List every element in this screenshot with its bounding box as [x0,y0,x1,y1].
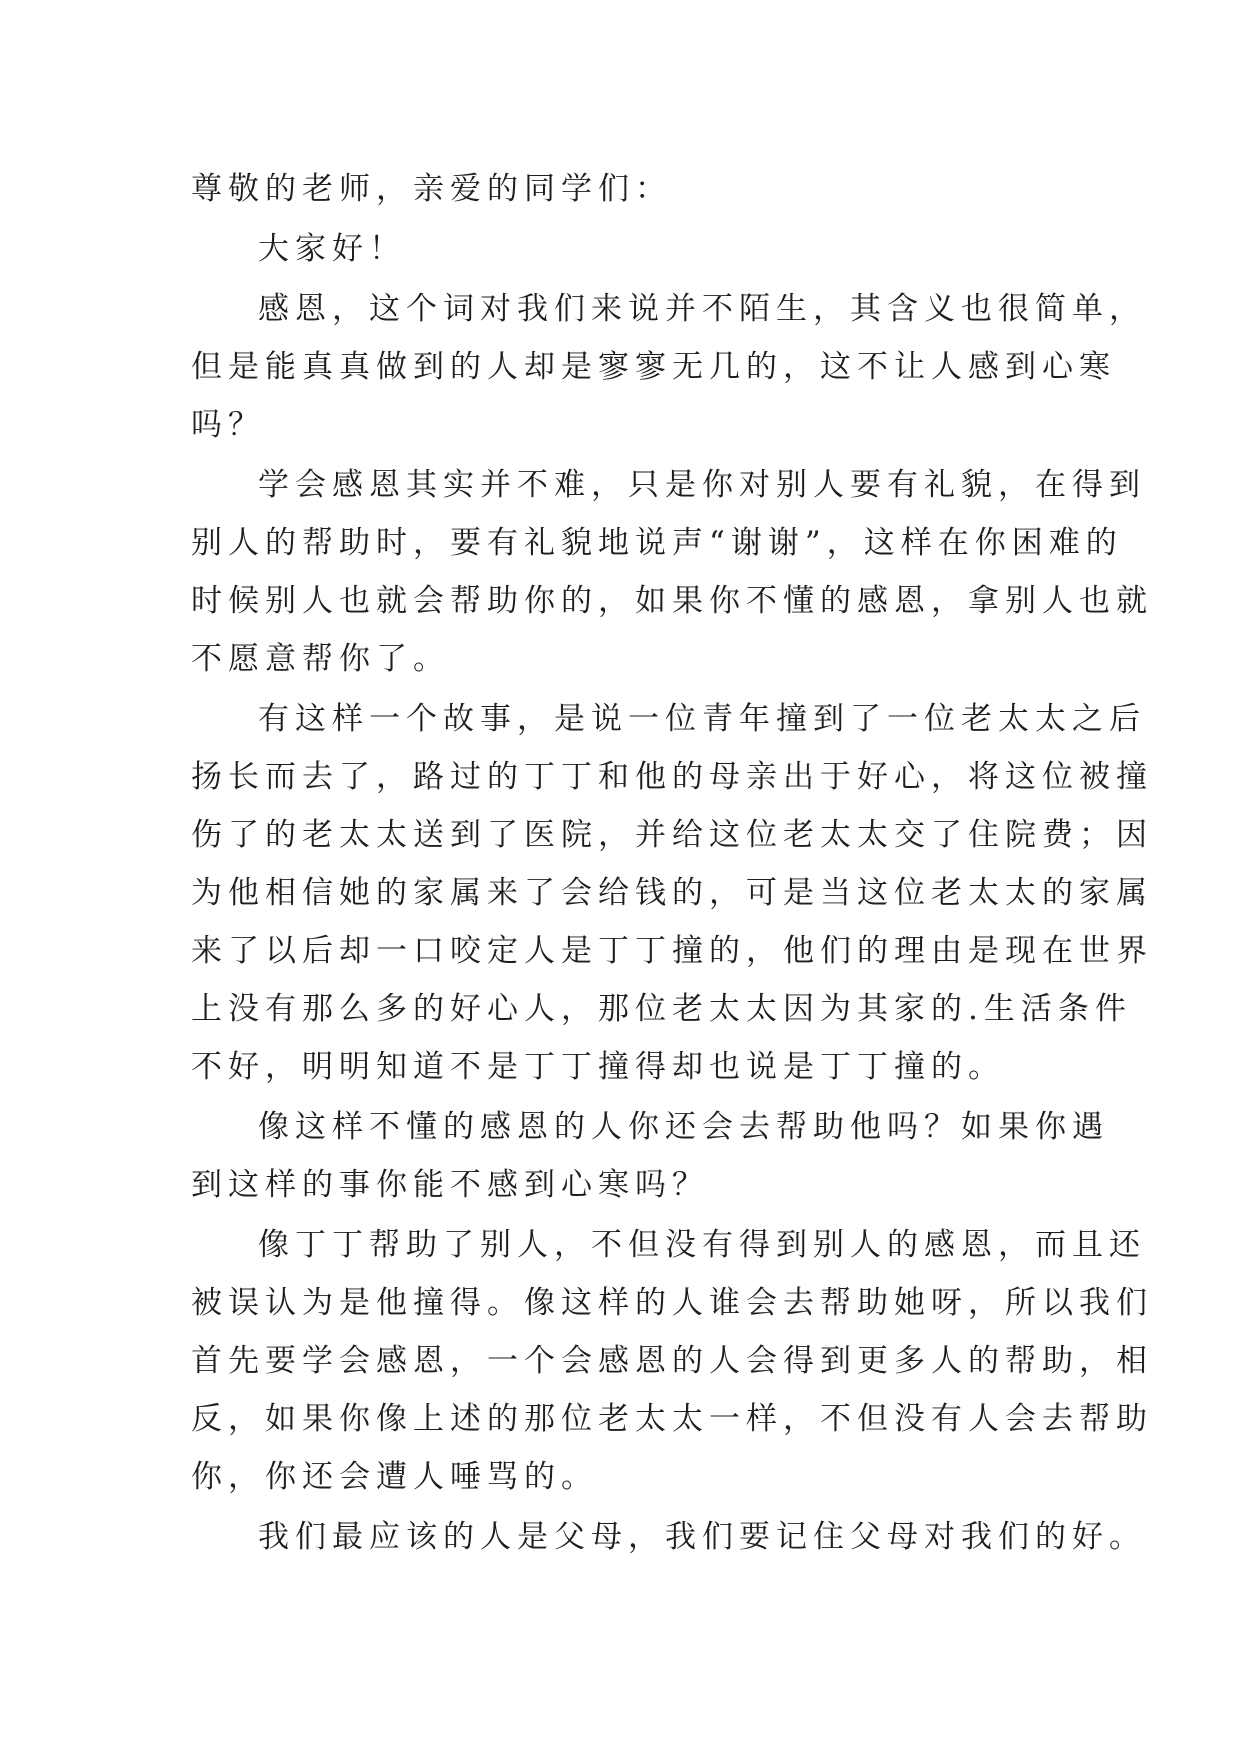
paragraph [191,1508,1146,1566]
text-line: 时候别人也就会帮助你的，如果你不懂的感恩，拿别人也就 [191,583,1153,619]
text-line: 有这样一个故事，是说一位青年撞到了一位老太太之后 [258,701,1146,737]
text-line: 别人的帮助时，要有礼貌地说声“谢谢”，这样在你困难的 [191,525,1123,561]
text-line: 扬长而去了，路过的丁丁和他的母亲出于好心，将这位被撞 [191,759,1153,795]
paragraph [191,456,1153,688]
text-line: 反，如果你像上述的那位老太太一样，不但没有人会去帮助 [191,1401,1153,1437]
text-line: 大家好！ [258,231,406,267]
text-line: 到这样的事你能不感到心寒吗？ [191,1167,709,1203]
text-line: 但是能真真做到的人却是寥寥无几的，这不让人感到心寒 [191,349,1116,385]
text-line: 首先要学会感恩，一个会感恩的人会得到更多人的帮助，相 [191,1343,1153,1379]
text-line: 感恩，这个词对我们来说并不陌生，其含义也很简单， [258,291,1146,327]
text-line: 像丁丁帮助了别人，不但没有得到别人的感恩，而且还 [258,1227,1146,1263]
text-line: 不愿意帮你了。 [191,641,450,677]
text-line: 被误认为是他撞得。像这样的人谁会去帮助她呀，所以我们 [191,1285,1153,1321]
text-line: 你，你还会遭人唾骂的。 [191,1459,598,1495]
text-line: 为他相信她的家属来了会给钱的，可是当这位老太太的家属 [191,875,1153,911]
salutation [191,160,1071,218]
paragraph [191,690,1153,1096]
text-line: 学会感恩其实并不难，只是你对别人要有礼貌，在得到 [258,467,1146,503]
text-line: 吗？ [191,407,265,443]
document-body [191,160,1153,1566]
greeting [191,220,1071,278]
text-line: 不好，明明知道不是丁丁撞得却也说是丁丁撞的。 [191,1049,1005,1085]
text-line: 尊敬的老师，亲爱的同学们： [191,171,672,207]
paragraph [191,1098,1109,1214]
paragraph [191,280,1146,454]
text-line: 我们最应该的人是父母，我们要记住父母对我们的好。 [258,1519,1146,1555]
paragraph [191,1216,1153,1506]
text-line: 伤了的老太太送到了医院，并给这位老太太交了住院费；因 [191,817,1153,853]
text-line: 来了以后却一口咬定人是丁丁撞的，他们的理由是现在世界 [191,933,1153,969]
text-line: 像这样不懂的感恩的人你还会去帮助他吗？如果你遇 [258,1109,1109,1145]
text-line: 上没有那么多的好心人，那位老太太因为其家的.生活条件 [191,991,1132,1027]
